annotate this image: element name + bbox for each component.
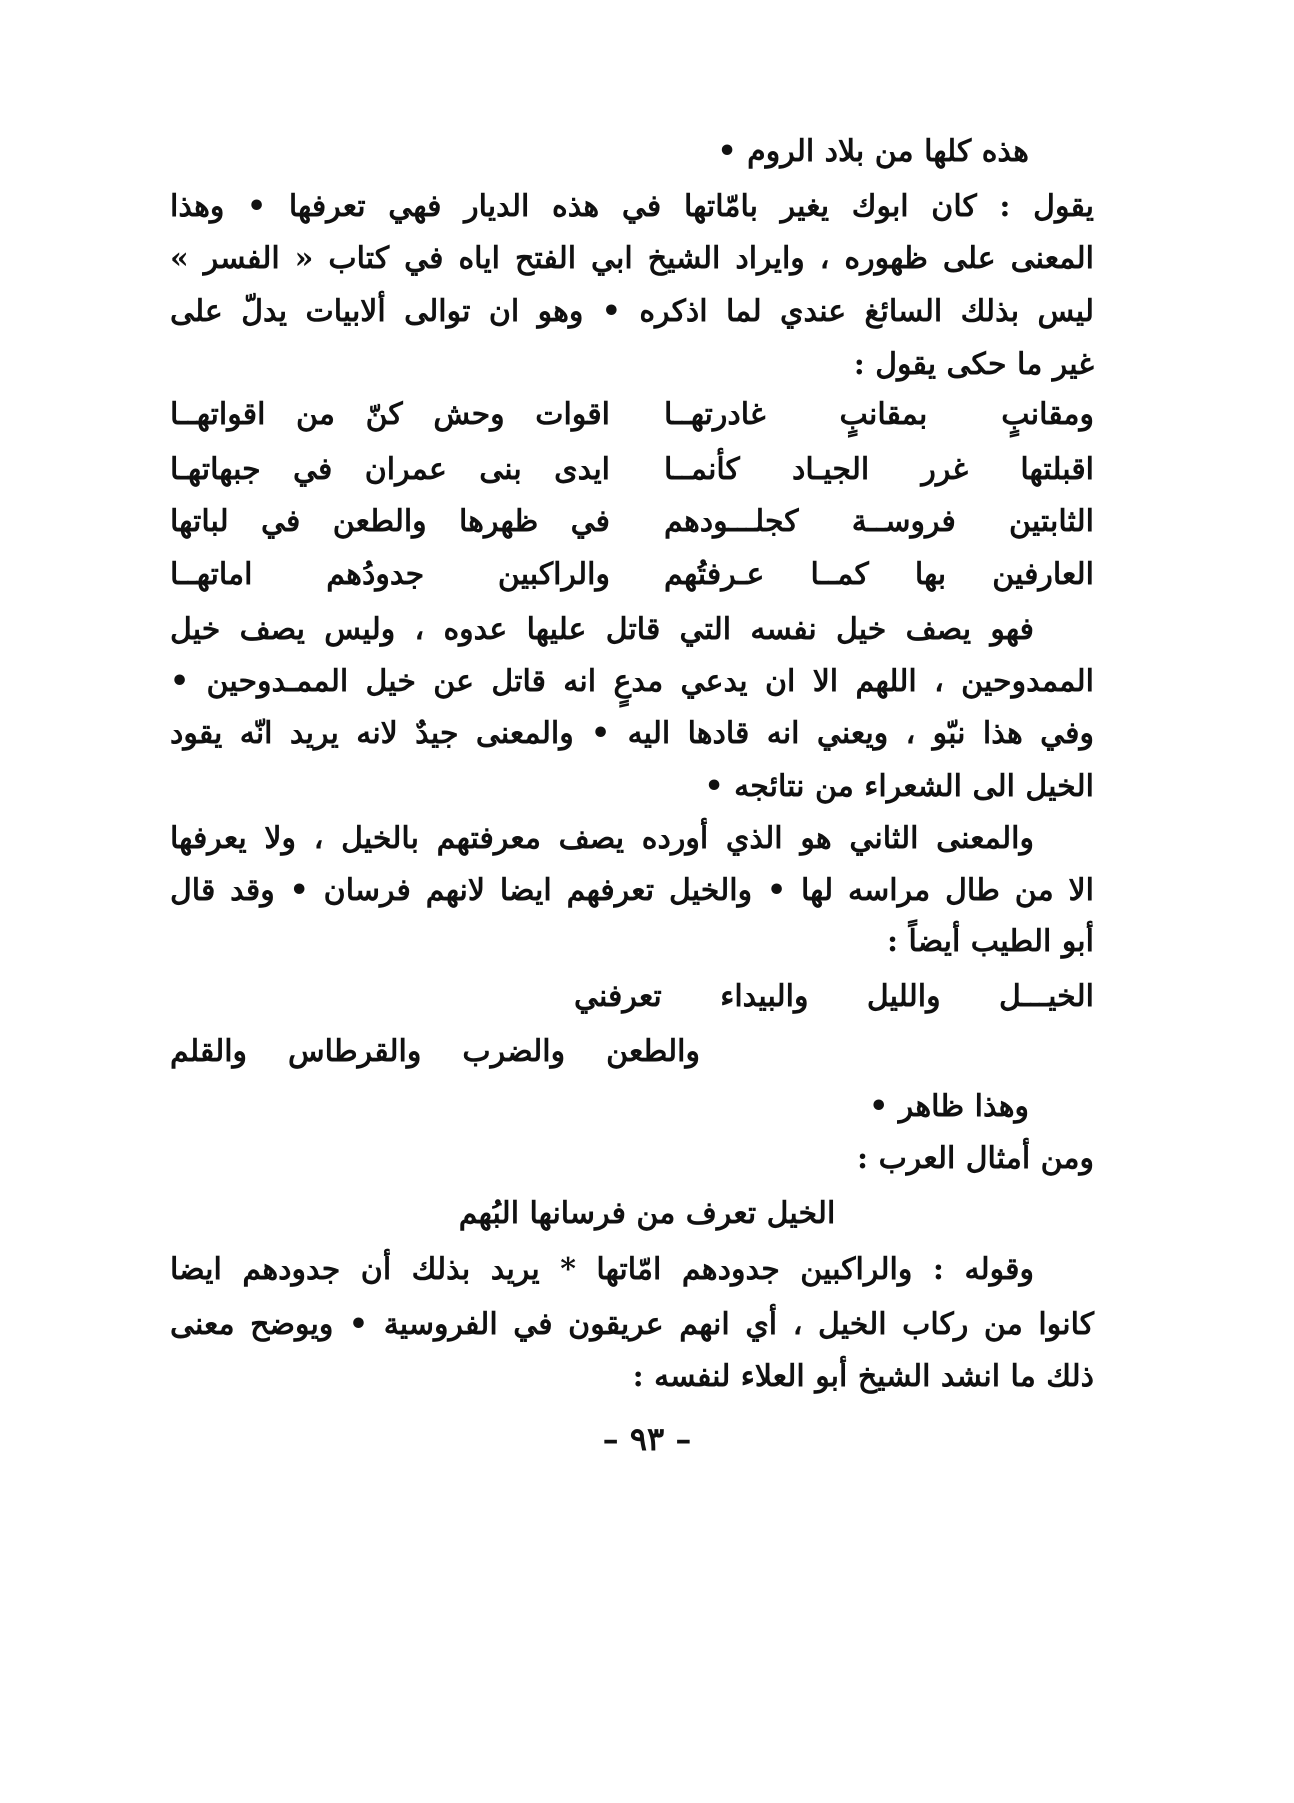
para5-line-1: وقوله : والراكبين جدودهم امّاتها * يريد بذلك أن جدودهم ايضا (170, 1252, 1034, 1287)
text-line-4: ليس بذلك السائغ عندي لما اذكره • وهو ان توالى ألابيات يدلّ على (170, 294, 1094, 329)
para2-line-4: الخيل الى الشعراء من نتائجه • (704, 769, 1094, 804)
proverb: الخيل تعرف من فرسانها البُهم (458, 1196, 836, 1231)
text-line-1: هذه كلها من بلاد الروم • (717, 134, 1029, 169)
page-number: – ٩٣ – (602, 1420, 692, 1458)
para5-line-2: كانوا من ركاب الخيل ، أي انهم عريقون في الفروسية • ويوضح معنى (170, 1307, 1094, 1342)
verse-4-second-hemistich: والراكبين جدودُهم اماتهــا (170, 557, 610, 592)
para4-line-1: وهذا ظاهر • (869, 1089, 1029, 1124)
poem-second-hemistich: والطعن والضرب والقرطاس والقلم (170, 1034, 700, 1069)
para2-line-3: وفي هذا نبّو ، ويعني انه قادها اليه • والمعنى جيدٌ لانه يريد انّه يقود (170, 716, 1094, 751)
para3-line-1: والمعنى الثاني هو الذي أورده يصف معرفتهم بالخيل ، ولا يعرفها (170, 821, 1034, 856)
text-line-3: المعنى على ظهوره ، وايراد الشيخ ابي الفتح اياه في كتاب « الفسر » (170, 241, 1094, 276)
para4-line-2: ومن أمثال العرب : (857, 1141, 1094, 1176)
verse-3-first-hemistich: الثابتين فروســة كجلـــودهم (664, 504, 1094, 539)
para3-line-2: الا من طال مراسه لها • والخيل تعرفهم ايضا لانهم فرسان • وقد قال (170, 873, 1094, 908)
verse-1-second-hemistich: اقوات وحش كنّ من اقواتهــا (170, 397, 610, 432)
para3-line-3: أبو الطيب أيضاً : (886, 924, 1094, 959)
verse-2-first-hemistich: اقبلتها غرر الجيـاد كأنمــا (664, 452, 1094, 487)
para2-line-2: الممدوحين ، اللهم الا ان يدعي مدعٍ انه قاتل عن خيل الممـدوحين • (170, 664, 1094, 699)
para2-line-1: فهو يصف خيل نفسه التي قاتل عليها عدوه ، وليس يصف خيل (170, 612, 1034, 647)
para5-line-3: ذلك ما انشد الشيخ أبو العلاء لنفسه : (632, 1359, 1094, 1394)
text-line-2: يقول : كان ابوك يغير بامّاتها في هذه الديار فهي تعرفها • وهذا (170, 189, 1094, 224)
text-line-5: غير ما حكى يقول : (853, 347, 1094, 382)
poem-first-hemistich: الخيـــل والليل والبيداء تعرفني (574, 979, 1094, 1014)
verse-4-first-hemistich: العارفين بها كمــا عـرفتُهم (664, 557, 1094, 592)
verse-3-second-hemistich: في ظهرها والطعن في لباتها (170, 504, 610, 539)
verse-1-first-hemistich: ومقانبٍ بمقانبٍ غادرتهــا (664, 397, 1094, 432)
verse-2-second-hemistich: ايدى بنى عمران في جبهاتهـا (170, 452, 610, 487)
